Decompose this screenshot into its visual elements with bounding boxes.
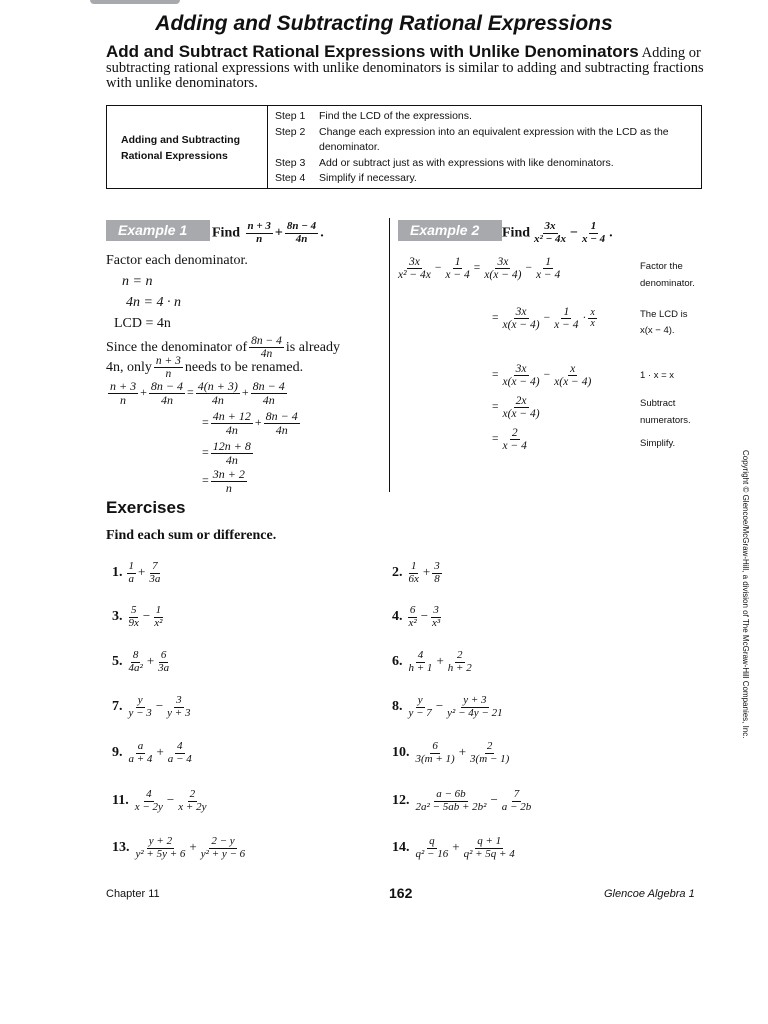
- fraction: [414, 836, 451, 860]
- operator: −: [155, 698, 164, 714]
- fraction-numerator: y: [137, 694, 143, 706]
- operator: +: [458, 744, 467, 760]
- fraction-denominator: 4a²: [128, 661, 143, 674]
- footer-chapter: Chapter 11: [106, 888, 160, 900]
- note-text: Factor the: [640, 261, 683, 272]
- fraction: $\frac{3x}{x(x - 4)}$: [502, 306, 540, 332]
- operator: −: [490, 792, 498, 808]
- step-text: Simplify if necessary.: [319, 172, 417, 184]
- fraction-numerator: 4: [177, 740, 183, 752]
- step-label: Step 3: [275, 156, 306, 169]
- fraction: $\frac{n + 3}{n}$: [155, 355, 181, 381]
- exercise-item: [112, 741, 196, 765]
- fraction-numerator: 3: [434, 560, 440, 572]
- operator: −: [435, 698, 444, 714]
- example2-work-line: = $\frac{3x}{x(x - 4)}$ − $\frac{1}{x - 4}$ · $\frac{x}{x}$: [492, 306, 595, 332]
- fraction-numerator: 1: [155, 604, 162, 616]
- example1-text: 4n, only: [106, 359, 152, 375]
- fraction-numerator: 1: [128, 560, 134, 572]
- step-label: Step 4: [275, 172, 306, 184]
- fraction: [199, 836, 247, 860]
- example2-note: [640, 395, 691, 429]
- fraction: $\frac{8n - 4}{4n}$: [252, 379, 285, 407]
- example2-work-line: $\frac{3x}{\text{x² − 4x}}$ − $\frac{1}{x - 4}$ = $\frac{3x}{x(x - 4)}$ − $\frac{1}{x - 4}$: [398, 256, 561, 282]
- operator: +: [436, 653, 444, 669]
- fraction-denominator: a: [128, 572, 134, 585]
- example1-tab: Example 1: [106, 220, 210, 241]
- example1-step-text: Factor each denominator.: [106, 253, 248, 268]
- fraction-denominator: a + 4: [128, 752, 153, 765]
- fraction: $\frac{4(n + 3)}{4n}$: [197, 379, 238, 407]
- fraction: $\frac{1}{x - 4}$: [445, 256, 470, 282]
- fraction-denominator: h + 2: [447, 661, 472, 674]
- fraction-denominator: y − 3: [128, 706, 152, 719]
- operator: +: [138, 564, 146, 580]
- exercise-number: 13.: [112, 840, 130, 856]
- fraction-denominator: q² − 16: [415, 847, 449, 860]
- fraction-denominator: x²: [408, 616, 417, 629]
- fraction-denominator: 3a: [149, 572, 161, 585]
- header-tab-decoration: [90, 0, 180, 4]
- fraction: [407, 650, 435, 674]
- fraction-numerator: 2: [189, 788, 196, 800]
- fraction-numerator: q: [429, 835, 435, 847]
- operator: +: [422, 564, 431, 580]
- footer-book: Glencoe Algebra 1: [604, 888, 695, 900]
- fraction: [446, 650, 474, 674]
- fraction-denominator: 3(m − 1): [470, 752, 510, 765]
- note-text: The LCD is: [640, 309, 688, 320]
- fraction: [127, 741, 155, 765]
- operator: +: [189, 839, 197, 855]
- fraction-denominator: x + 2y: [178, 800, 207, 813]
- section-heading: Add and Subtract Rational Expressions with Unlike Denominators: [106, 42, 639, 61]
- step-text: Find the LCD of the expressions.: [319, 110, 472, 122]
- fraction-numerator: 4: [417, 649, 424, 661]
- fraction: $\frac{12n + 8}{4n}$: [212, 439, 251, 467]
- fraction: [127, 650, 145, 674]
- example2-note: [640, 307, 688, 339]
- fraction: $\frac{n + 3}{n}$: [110, 379, 137, 407]
- fraction: [407, 695, 434, 719]
- example1-work-line: $\frac{n + 3}{n}$ + $\frac{8n - 4}{4n}$ = $\frac{4(n + 3)}{4n}$ + $\frac{8n - 4}{4n}$: [110, 379, 285, 407]
- fraction-denominator: q² + 5q + 4: [463, 847, 515, 860]
- fraction: $\frac{3x}{x(x - 4)}$: [502, 363, 540, 389]
- exercise-number: 7.: [112, 699, 123, 715]
- fraction: $\frac{x}{x}$: [590, 306, 595, 330]
- fraction-numerator: 3: [433, 604, 439, 616]
- fraction: $\frac{3n + 2}{n}$: [212, 467, 245, 495]
- step-label: Step 2: [275, 125, 306, 138]
- fraction: $\frac{3x}{\text{x² − 4x}}$: [398, 256, 431, 282]
- fraction: [407, 605, 419, 629]
- fraction: $\frac{1}{x - 4}$: [535, 256, 561, 282]
- fraction-numerator: a: [137, 740, 144, 752]
- intro-text-rest: or subtracting rational expressions with unlike denominators is similar to adding and subtracting fractions with unlike denominators.: [106, 45, 704, 91]
- fraction-numerator: y: [417, 694, 423, 706]
- note-text: numerators.: [640, 415, 691, 426]
- example2-note: 1 · x = x: [640, 370, 675, 381]
- fraction-denominator: x³: [432, 616, 441, 629]
- exercise-number: 8.: [392, 699, 403, 715]
- step-label: Step 1: [275, 110, 306, 122]
- step-row: [275, 109, 695, 125]
- example2-tab: Example 2: [398, 220, 502, 241]
- fraction-numerator: 4: [146, 788, 152, 800]
- exercise-item: [112, 789, 210, 813]
- exercise-number: 12.: [392, 793, 410, 809]
- fraction-numerator: 3: [176, 694, 182, 706]
- fraction: [468, 741, 511, 765]
- steps-list: [275, 109, 695, 187]
- step-row: [275, 156, 695, 172]
- fraction-numerator: 2: [457, 649, 463, 661]
- step-row: [275, 171, 695, 187]
- fraction-denominator: y² + y − 6: [200, 847, 246, 860]
- fraction: [462, 836, 517, 860]
- fraction: $\frac{x}{x(x - 4)}$: [554, 363, 592, 389]
- exercise-number: 11.: [112, 793, 129, 809]
- fraction-denominator: h + 1: [408, 661, 433, 674]
- column-divider: [389, 218, 390, 492]
- step-text: Change each expression into an equivalent expression with the LCD as the denominator.: [319, 125, 669, 153]
- example2-work-line: = $\frac{2x}{x(x - 4)}$: [492, 395, 540, 421]
- fraction: [147, 561, 162, 585]
- fraction-numerator: y + 3: [463, 694, 487, 706]
- fraction-numerator: 2: [486, 740, 493, 752]
- example2-prompt: Find $\frac{3x}{\text{x² − 4x}}$ − $\frac{1}{x - 4}$ .: [502, 220, 613, 245]
- fraction-numerator: 6: [432, 740, 438, 752]
- fraction: $\frac{3x}{\text{x² − 4x}}$: [534, 220, 566, 245]
- fraction: $\frac{2}{x - 4}$: [502, 427, 527, 453]
- example2-note: Simplify.: [640, 438, 676, 449]
- note-text: Subtract: [640, 398, 676, 409]
- fraction: [445, 695, 504, 719]
- fraction-denominator: 2a² − 5ab + 2b²: [415, 800, 487, 813]
- fraction: [414, 789, 489, 813]
- fraction: $\frac{2x}{x(x - 4)}$: [502, 395, 540, 421]
- fraction: [500, 789, 533, 813]
- fraction: [127, 605, 141, 629]
- note-text: denominator.: [640, 278, 695, 289]
- note-text: x(x − 4).: [640, 325, 675, 336]
- exercise-number: 1.: [112, 565, 123, 581]
- operator: +: [156, 744, 164, 760]
- exercise-number: 3.: [112, 609, 123, 625]
- fraction-denominator: 9x: [128, 616, 139, 629]
- fraction-denominator: x²: [154, 616, 163, 629]
- fraction: [156, 650, 171, 674]
- fraction-denominator: a − 4: [167, 752, 192, 765]
- fraction-numerator: 2 − y: [211, 835, 235, 847]
- step-row: [275, 125, 695, 156]
- exercise-item: [112, 836, 249, 860]
- exercise-item: [112, 605, 166, 629]
- exercise-number: 4.: [392, 609, 403, 625]
- exercise-item: [392, 650, 476, 674]
- fraction: $\frac{n + 3}{n}$: [247, 220, 271, 245]
- find-label: Find: [212, 225, 241, 241]
- fraction: $\frac{4n + 12}{4n}$: [212, 409, 251, 437]
- step-text: Add or subtract just as with expressions with like denominators.: [319, 156, 614, 169]
- example1-equation: n = n: [122, 274, 153, 289]
- fraction-numerator: 6: [160, 649, 167, 661]
- exercise-item: [392, 605, 444, 629]
- example1-work-line: = $\frac{12n + 8}{4n}$: [202, 439, 251, 467]
- fraction: $\frac{1}{x - 4}$: [554, 306, 579, 332]
- exercises-heading: Exercises: [106, 498, 186, 517]
- fraction-numerator: 6: [409, 604, 416, 616]
- fraction: $\frac{8n - 4}{4n}$: [286, 220, 317, 245]
- fraction-numerator: 7: [513, 788, 520, 800]
- operator: +: [452, 839, 460, 855]
- exercise-item: [392, 561, 444, 585]
- exercise-item: [112, 695, 194, 719]
- fraction-denominator: 6x: [408, 572, 419, 585]
- fraction: [134, 836, 188, 860]
- fraction-numerator: 1: [410, 560, 417, 572]
- fraction-denominator: y² + 5y + 6: [135, 847, 186, 860]
- fraction: [430, 605, 442, 629]
- fraction: [152, 605, 164, 629]
- fraction: $\frac{8n - 4}{4n}$: [265, 409, 298, 437]
- exercise-item: [392, 695, 507, 719]
- fraction-numerator: 7: [152, 560, 158, 572]
- exercise-item: [392, 789, 535, 813]
- section-intro: [106, 44, 706, 91]
- example1-prompt: Find $\frac{n + 3}{n}$ + $\frac{8n - 4}{4n}$ .: [212, 220, 324, 245]
- example2-work-line: = $\frac{2}{x - 4}$: [492, 427, 527, 453]
- fraction-denominator: 3(m + 1): [415, 752, 455, 765]
- fraction-numerator: a − 6b: [436, 788, 466, 800]
- fraction-denominator: y − 7: [408, 706, 432, 719]
- fraction: $\frac{1}{x - 4}$: [581, 220, 606, 245]
- fraction: [166, 741, 194, 765]
- fraction-denominator: a − 2b: [501, 800, 532, 813]
- exercises-instruction: Find each sum or difference.: [106, 528, 277, 543]
- fraction-numerator: q + 1: [477, 835, 502, 847]
- fraction: [176, 789, 208, 813]
- fraction-denominator: y² − 4y − 21: [447, 706, 503, 719]
- fraction: $\frac{8n - 4}{4n}$: [251, 335, 282, 361]
- exercise-number: 2.: [392, 565, 403, 581]
- example2-note: [640, 258, 695, 292]
- fraction: $\frac{3x}{x(x - 4)}$: [484, 256, 522, 282]
- fraction: [127, 561, 137, 585]
- operator: −: [142, 608, 151, 624]
- fraction: [407, 561, 421, 585]
- exercise-number: 6.: [392, 654, 403, 670]
- example1-rename-line: [106, 355, 303, 380]
- example1-lcd: LCD = 4n: [114, 316, 171, 331]
- fraction-denominator: 3a: [158, 661, 170, 674]
- page-title: Adding and Subtracting Rational Expressions: [155, 12, 613, 35]
- intro-text-start: Adding: [641, 45, 686, 61]
- fraction-numerator: y + 2: [148, 835, 173, 847]
- fraction: $\frac{8n - 4}{4n}$: [150, 379, 183, 407]
- fraction: [165, 695, 192, 719]
- fraction: [432, 561, 442, 585]
- footer-page-number: 162: [389, 885, 413, 901]
- operator: −: [420, 608, 429, 624]
- example1-text: is already: [285, 339, 340, 355]
- fraction: [127, 695, 154, 719]
- example1-work-line: = $\frac{3n + 2}{n}$: [202, 467, 245, 495]
- example1-work-line: = $\frac{4n + 12}{4n}$ + $\frac{8n - 4}{4n}$: [202, 409, 298, 437]
- exercise-item: [392, 836, 519, 860]
- fraction-numerator: 8: [132, 649, 139, 661]
- fraction-denominator: 8: [434, 572, 440, 585]
- exercise-item: [112, 561, 164, 585]
- exercise-number: 10.: [392, 745, 410, 761]
- example1-equation: 4n = 4 · n: [126, 295, 181, 310]
- example2-work-line: = $\frac{3x}{x(x - 4)}$ − $\frac{x}{x(x - 4)}$: [492, 363, 592, 389]
- exercise-item: [392, 741, 513, 765]
- fraction-numerator: 5: [130, 604, 137, 616]
- fraction-denominator: x − 2y: [134, 800, 163, 813]
- operator: −: [166, 792, 175, 808]
- steps-table-divider: [267, 106, 268, 188]
- find-label: Find: [502, 225, 531, 241]
- copyright-notice: Copyright © Glencoe/McGraw-Hill, a division of The McGraw-Hill Companies, Inc.: [741, 450, 750, 739]
- exercise-number: 14.: [392, 840, 410, 856]
- exercise-number: 9.: [112, 745, 123, 761]
- example1-text: needs to be renamed.: [184, 359, 304, 375]
- exercise-number: 5.: [112, 654, 123, 670]
- fraction: [133, 789, 165, 813]
- fraction: [414, 741, 457, 765]
- exercise-item: [112, 650, 173, 674]
- fraction-denominator: y + 3: [167, 706, 191, 719]
- steps-table-label: Adding and Subtracting Rational Expressions: [121, 134, 240, 162]
- steps-table: [106, 105, 702, 189]
- example1-text: Since the denominator of: [106, 339, 248, 355]
- operator: +: [146, 653, 155, 669]
